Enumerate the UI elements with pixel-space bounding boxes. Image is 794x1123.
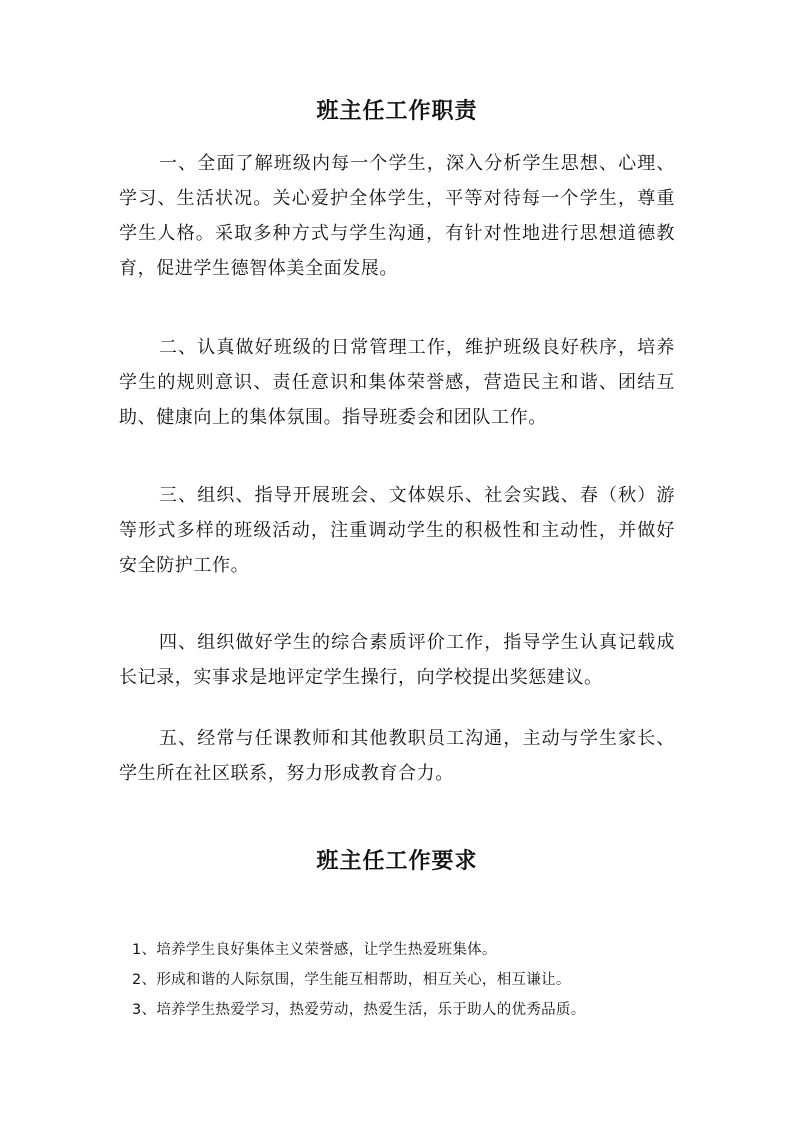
requirement-item-2: 2、形成和谐的人际氛围，学生能互相帮助，相互关心，相互谦让。 [132, 972, 571, 988]
duty-paragraph-1: 一、全面了解班级内每一个学生，深入分析学生思想、心理、学习、生活状况。关心爱护全体学生，平等对待每一个学生，尊重学生人格。采取多种方式与学生沟通，有针对性地进行思想道德教育，促进学生德智体美全面发展。 [119, 153, 675, 279]
duty-paragraph-2: 二、认真做好班级的日常管理工作，维护班级良好秩序，培养学生的规则意识、责任意识和集体荣誉感，营造民主和谐、团结互助、健康向上的集体氛围。指导班委会和团队工作。 [119, 337, 675, 428]
duty-paragraph-4: 四、组织做好学生的综合素质评价工作，指导学生认真记载成长记录，实事求是地评定学生操行，向学校提出奖惩建议。 [119, 632, 675, 688]
requirements-list [132, 935, 692, 1025]
duty-paragraph-3: 三、组织、指导开展班会、文体娱乐、社会实践、春（秋）游等形式多样的班级活动，注重调动学生的积极性和主动性，并做好安全防护工作。 [119, 485, 675, 576]
duties-title: 班主任工作职责 [316, 99, 478, 124]
requirement-item-3: 3、培养学生热爱学习，热爱劳动，热爱生活，乐于助人的优秀品质。 [132, 1002, 586, 1018]
requirement-item-1: 1、培养学生良好集体主义荣誉感，让学生热爱班集体。 [132, 942, 497, 958]
duty-paragraph-5: 五、经常与任课教师和其他教职员工沟通，主动与学生家长、学生所在社区联系，努力形成教育合力。 [119, 728, 675, 784]
requirements-title: 班主任工作要求 [316, 849, 478, 874]
